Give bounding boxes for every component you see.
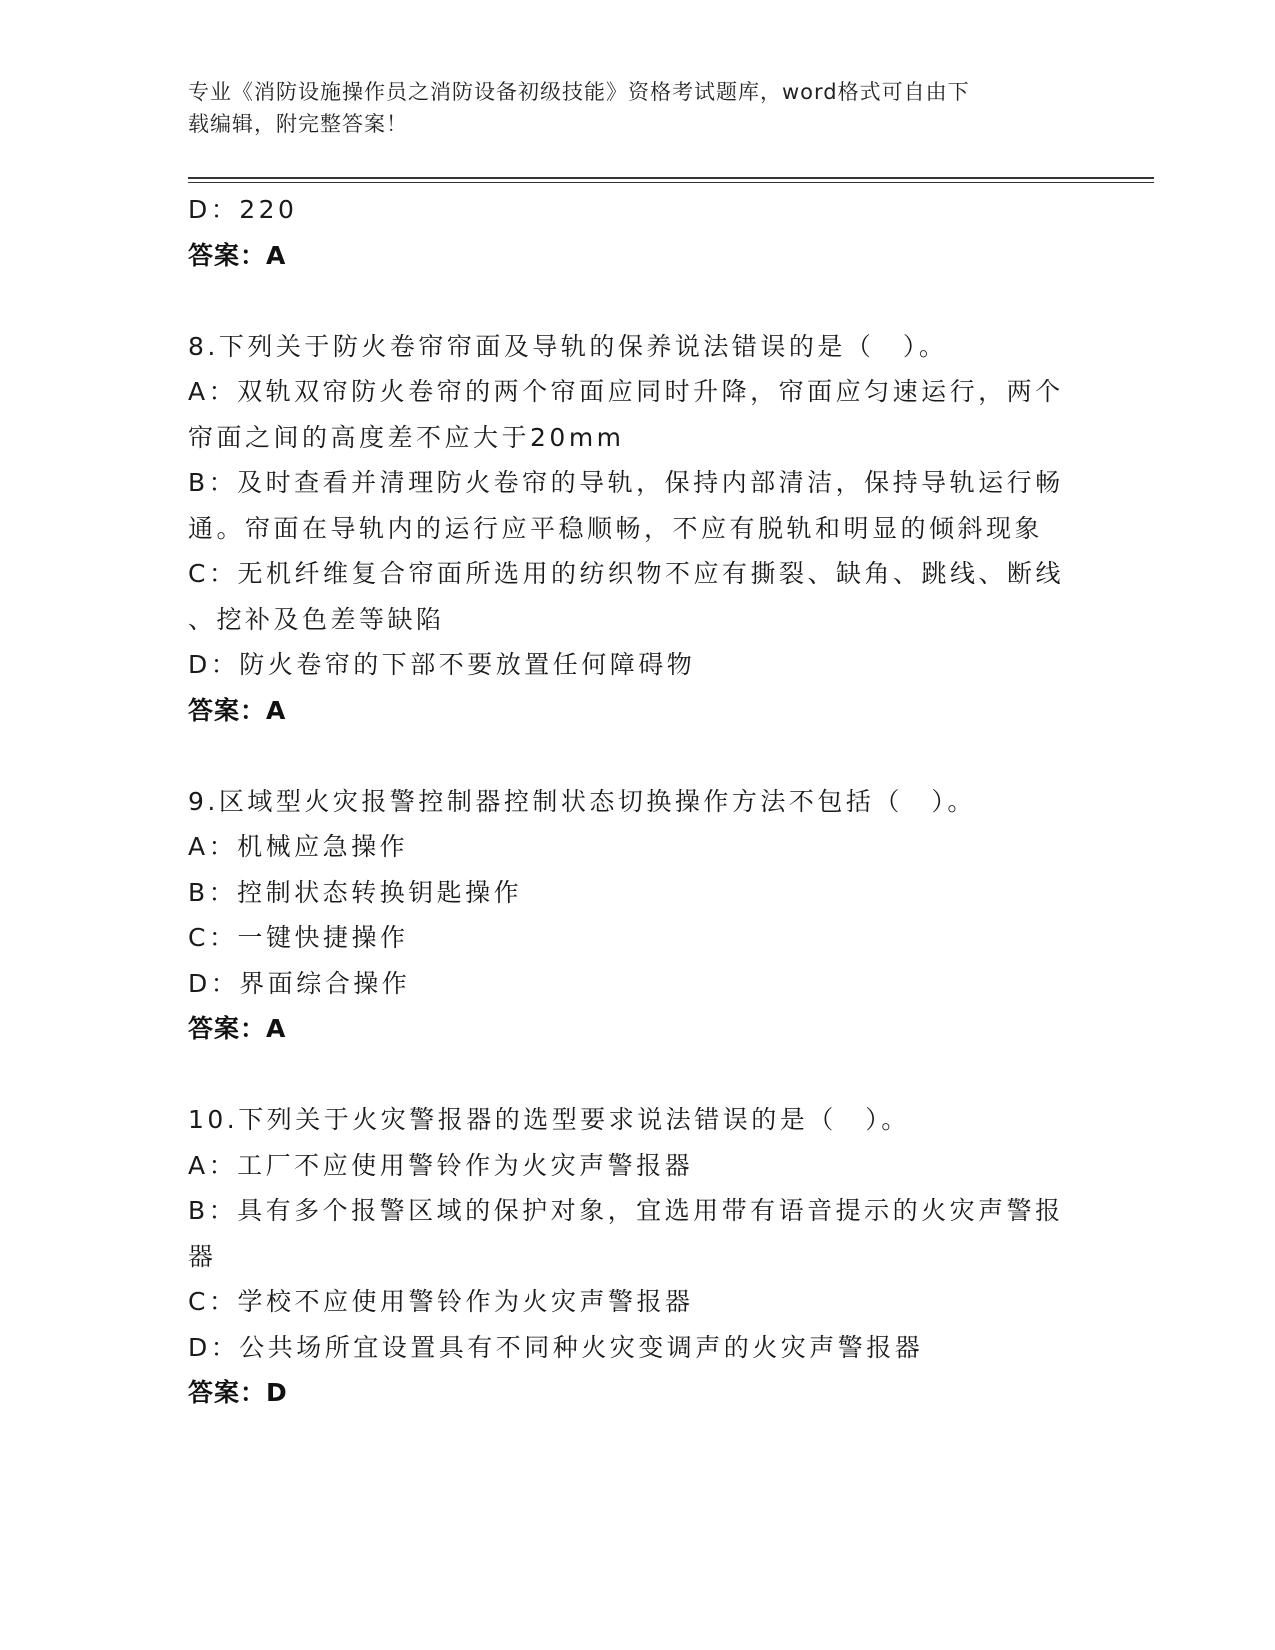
option-d: D：界面综合操作 (188, 968, 411, 998)
question-9 (188, 779, 1088, 1052)
header-line-2: 载编辑，附完整答案！ (188, 112, 408, 136)
option-b: B：控制状态转换钥匙操作 (188, 877, 523, 907)
answer-line: 答案：A (188, 1014, 287, 1043)
answer-line: 答案：D (188, 1378, 288, 1407)
spacer (188, 733, 1088, 779)
option-b-line-2: 器 (188, 1241, 217, 1271)
option-c-line-2: 、挖补及色差等缺陷 (188, 604, 445, 634)
previous-question-tail (188, 187, 1088, 278)
page-header (188, 76, 1078, 140)
option-d: D：220 (188, 195, 298, 224)
question-10 (188, 1097, 1088, 1416)
option-b-line-1: B：及时查看并清理防火卷帘的导轨，保持内部清洁，保持导轨运行畅 (188, 468, 1064, 497)
option-a-line-1: A：双轨双帘防火卷帘的两个帘面应同时升降，帘面应匀速运行，两个 (188, 377, 1064, 406)
option-a-line-2: 帘面之间的高度差不应大于20mm (188, 422, 625, 452)
option-a: A：工厂不应使用警铃作为火灾声警报器 (188, 1150, 694, 1180)
spacer (188, 278, 1088, 324)
option-c: C：学校不应使用警铃作为火灾声警报器 (188, 1287, 694, 1316)
answer-line: 答案：A (188, 695, 287, 725)
option-b-line-1: B：具有多个报警区域的保护对象，宜选用带有语音提示的火灾声警报 (188, 1196, 1064, 1225)
question-stem: 9.区域型火灾报警控制器控制状态切换操作方法不包括（ ）。 (188, 786, 976, 816)
header-line-1: 专业《消防设施操作员之消防设备初级技能》资格考试题库，word格式可自由下 (188, 80, 970, 104)
question-content (188, 187, 1088, 1416)
header-rule-thin (188, 182, 1154, 183)
option-c: C：一键快捷操作 (188, 923, 409, 952)
option-c-line-1: C：无机纤维复合帘面所选用的纺织物不应有撕裂、缺角、跳线、断线 (188, 559, 1064, 588)
header-rule-thick (188, 177, 1154, 179)
option-b-line-2: 通。帘面在导轨内的运行应平稳顺畅，不应有脱轨和明显的倾斜现象 (188, 513, 1044, 543)
option-a: A：机械应急操作 (188, 832, 409, 861)
option-d: D：防火卷帘的下部不要放置任何障碍物 (188, 650, 696, 679)
spacer (188, 1052, 1088, 1098)
answer-line: 答案：A (188, 240, 287, 270)
question-8 (188, 324, 1088, 734)
question-stem: 8.下列关于防火卷帘帘面及导轨的保养说法错误的是（ ）。 (188, 331, 948, 361)
question-stem: 10.下列关于火灾警报器的选型要求说法错误的是（ ）。 (188, 1105, 910, 1134)
option-d: D：公共场所宜设置具有不同种火灾变调声的火灾声警报器 (188, 1332, 924, 1362)
